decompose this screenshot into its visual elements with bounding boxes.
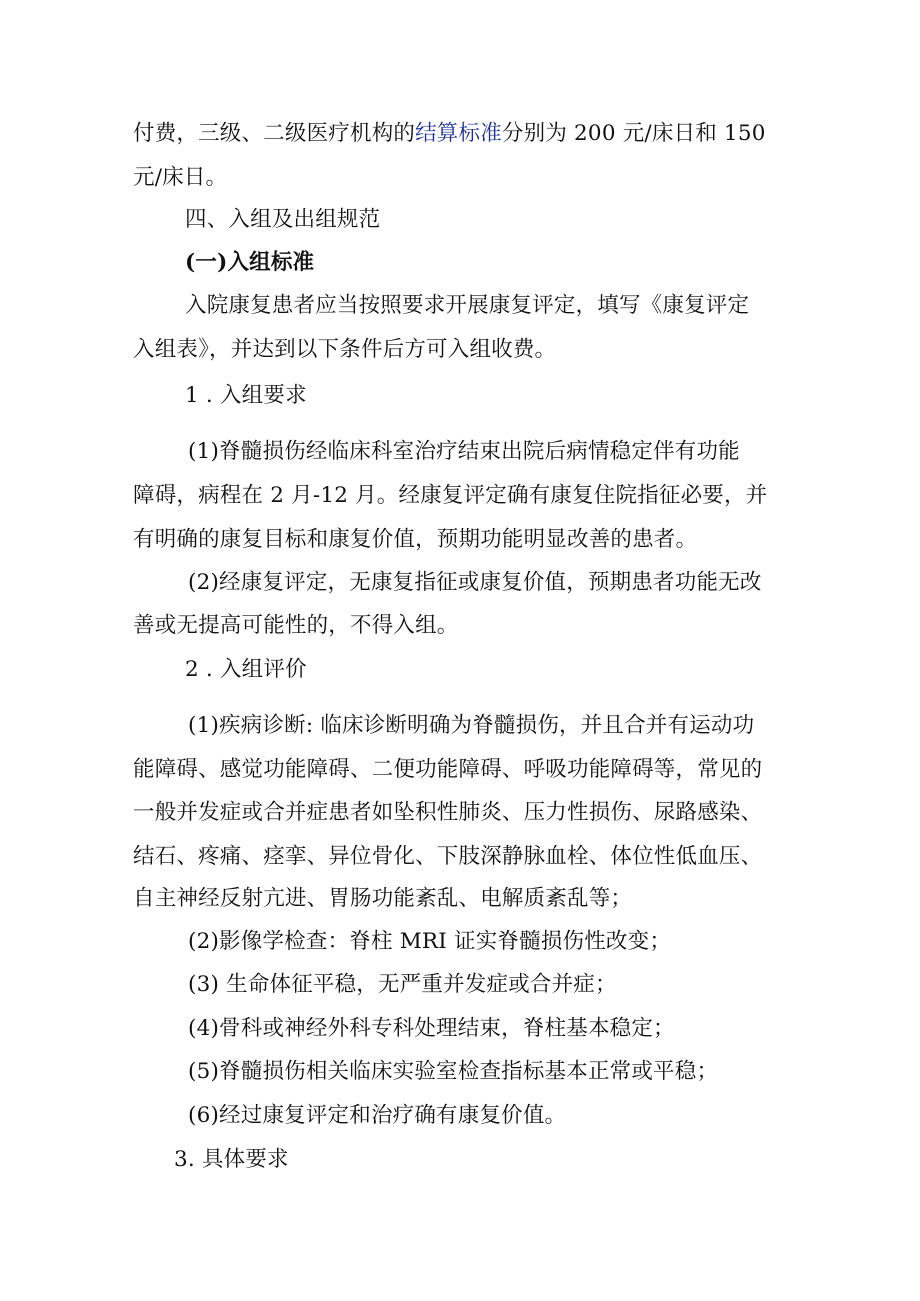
subsection-heading: (一)入组标准	[185, 250, 315, 275]
paragraph-line-18: 自主神经反射亢进、胃肠功能紊乱、电解质紊乱等；	[133, 886, 633, 911]
paragraph-line-15: 能障碍、感觉功能障碍、二便功能障碍、呼吸功能障碍等，常见的	[133, 757, 763, 782]
list-item-5: (5)脊髓损伤相关临床实验室检查指标基本正常或平稳；	[188, 1059, 719, 1084]
paragraph-line-16: 一般并发症或合并症患者如坠积性肺炎、压力性损伤、尿路感染、	[133, 800, 763, 825]
list-item-6: (6)经过康复评定和治疗确有康复价值。	[188, 1103, 567, 1128]
paragraph-line-5: 入院康复患者应当按照要求开展康复评定，填写《康复评定	[185, 293, 750, 318]
highlighted-term: 结算标准	[415, 121, 502, 146]
paragraph-line-1	[133, 119, 813, 149]
item-heading-1: 1 . 入组要求	[185, 383, 307, 408]
paragraph-line-2: 元/床日。	[133, 165, 228, 190]
paragraph-line-14: (1)疾病诊断: 临床诊断明确为脊髓损伤，并且合并有运动功	[188, 713, 755, 738]
paragraph-line-12: 善或无提高可能性的，不得入组。	[133, 613, 459, 638]
item-heading-2: 2 . 入组评价	[185, 657, 307, 682]
paragraph-line-17: 结石、疼痛、痉挛、异位骨化、下肢深静脉血栓、体位性低血压、	[133, 844, 763, 869]
paragraph-line-8: (1)脊髓损伤经临床科室治疗结束出院后病情稳定伴有功能	[188, 439, 740, 464]
list-item-4: (4)骨科或神经外科专科处理结束，脊柱基本稳定；	[188, 1016, 675, 1041]
paragraph-line-10: 有明确的康复目标和康复价值，预期功能明显改善的患者。	[133, 527, 698, 552]
list-item-2: (2)影像学检查：脊柱 MRI 证实脊髓损伤性改变；	[188, 929, 672, 954]
text-run: 分别为 200 元/床日和 150	[501, 121, 766, 146]
paragraph-line-9: 障碍，病程在 2 月-12 月。经康复评定确有康复住院指征必要，并	[133, 483, 768, 508]
list-item-3: (3) 生命体征平稳，无严重并发症或合并症；	[188, 972, 617, 997]
paragraph-line-6: 入组表》，并达到以下条件后方可入组收费。	[133, 337, 557, 362]
section-heading: 四、入组及出组规范	[185, 207, 381, 232]
item-heading-3: 3. 具体要求	[174, 1147, 289, 1172]
text-run: 付费，三级、二级医疗机构的	[133, 121, 416, 146]
paragraph-line-11: (2)经康复评定，无康复指征或康复价值，预期患者功能无改	[188, 570, 762, 595]
